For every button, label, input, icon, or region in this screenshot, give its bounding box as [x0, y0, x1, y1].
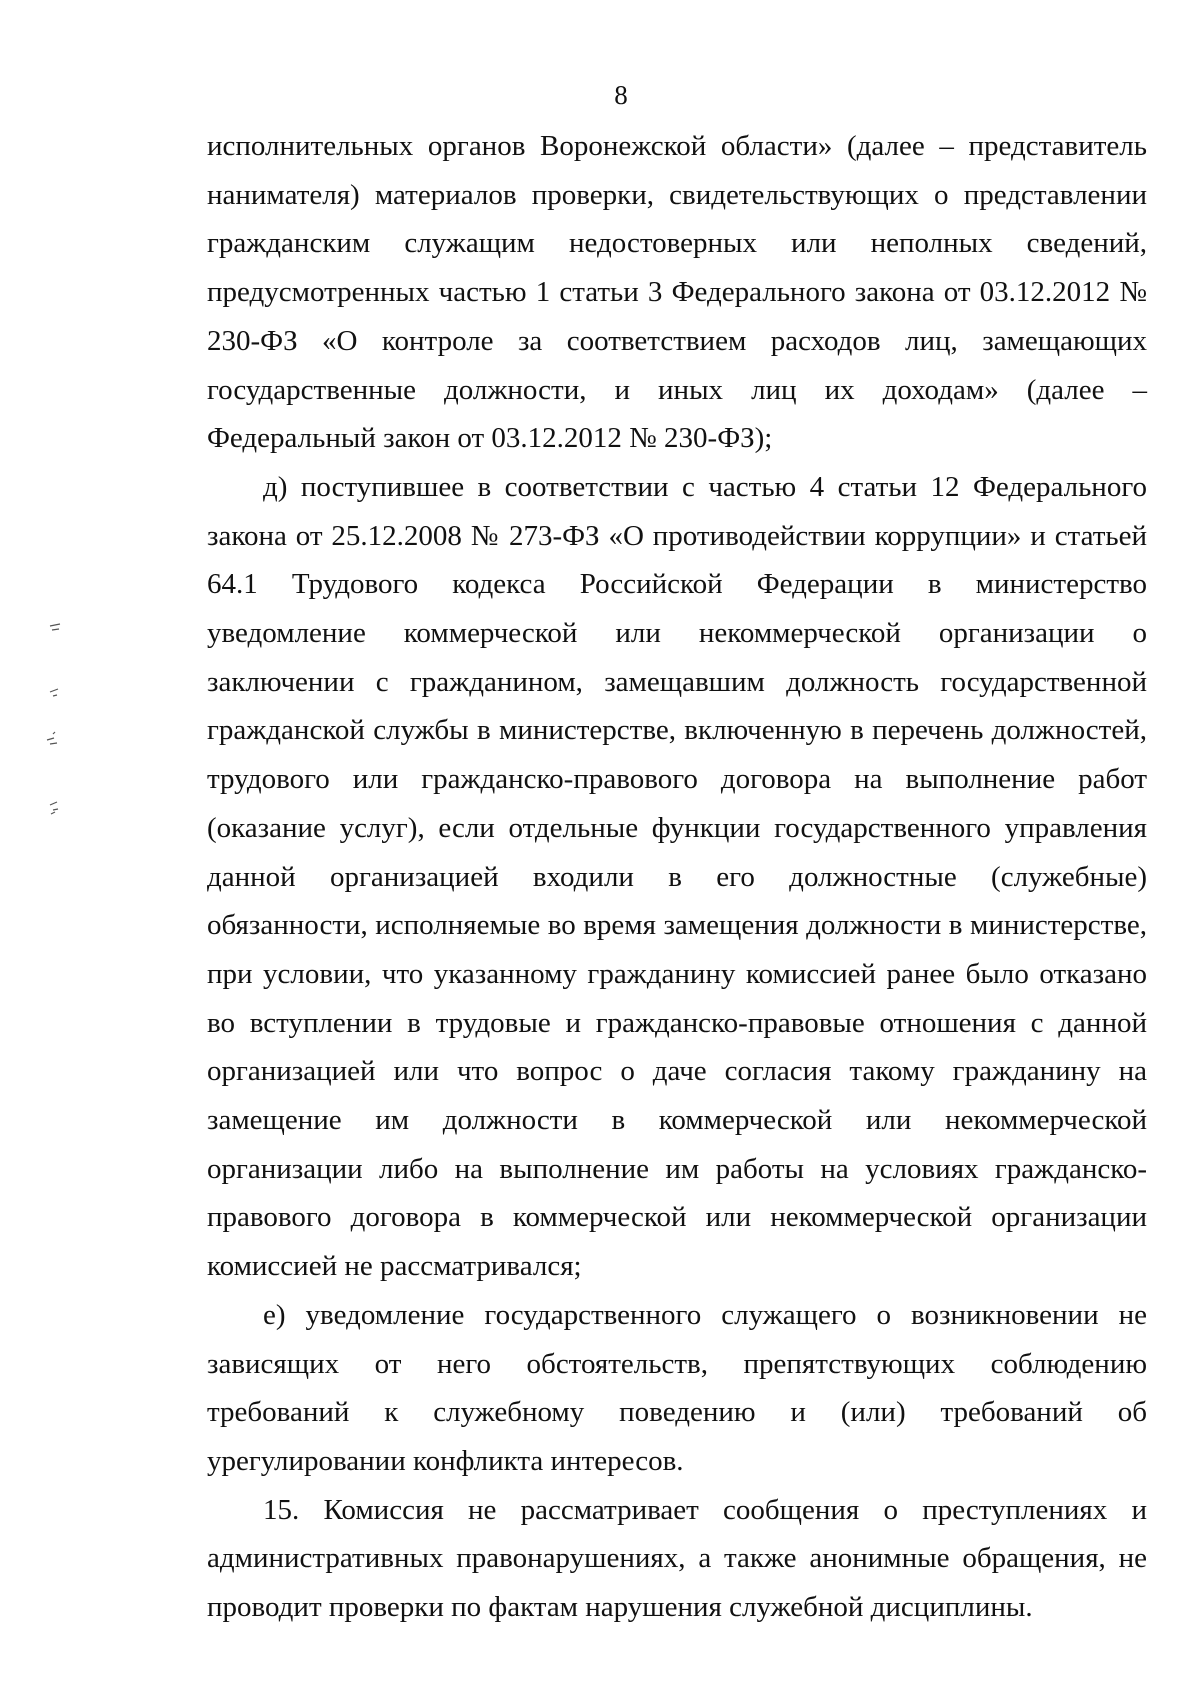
scan-margin-marks: [44, 610, 84, 830]
paragraph-continuation: исполнительных органов Воронежской области» (далее – представитель нанимателя) материалов проверки, свидетельствующих о представлении гражданским служащим недостоверных или неполных сведений, предусмотренных частью 1 статьи 3 Федерального закона от 03.12.2012 № 230-ФЗ «О контроле за соответствием расходов лиц, замещающих государственные должности, и иных лиц их доходам» (далее – Федеральный закон от 03.12.2012 № 230-ФЗ);: [207, 130, 1147, 455]
paragraph-item-e: е) уведомление государственного служащего о возникновении не зависящих от него обстоятельств, препятствующих соблюдению требований к служебному поведению и (или) требований об урегулировании конфликта интересов.: [207, 1298, 1147, 1477]
scan-artifact-marks: [44, 610, 84, 830]
paragraph-item-d: д) поступившее в соответствии с частью 4 статьи 12 Федерального закона от 25.12.2008 № 273-ФЗ «О противодействии коррупции» и статьей 64.1 Трудового кодекса Российской Федерации в министерство уведомление коммерческой или некоммерческой организации о заключении с гражданином, замещавшим должность государственной гражданской службы в министерстве, включенную в перечень должностей, трудового или гражданско-правового договора на выполнение работ (оказание услуг), если отдельные функции государственного управления данной организацией входили в его должностные (служебные) обязанности, исполняемые во время замещения должности в министерстве, при условии, что указанному гражданину комиссией ранее было отказано во вступлении в трудовые и гражданско-правовые отношения с данной организацией или что вопрос о даче согласия такому гражданину на замещение им должности в коммерческой или некоммерческой организации либо на выполнение им работы на условиях гражданско-правового договора в коммерческой или некоммерческой организации комиссией не рассматривался;: [207, 470, 1147, 1283]
document-body: [207, 122, 1147, 1632]
paragraph-15: 15. Комиссия не рассматривает сообщения о преступлениях и административных правонарушениях, а также анонимные обращения, не проводит проверки по фактам нарушения служебной дисциплины.: [207, 1493, 1147, 1624]
page-number: 8: [614, 80, 628, 110]
